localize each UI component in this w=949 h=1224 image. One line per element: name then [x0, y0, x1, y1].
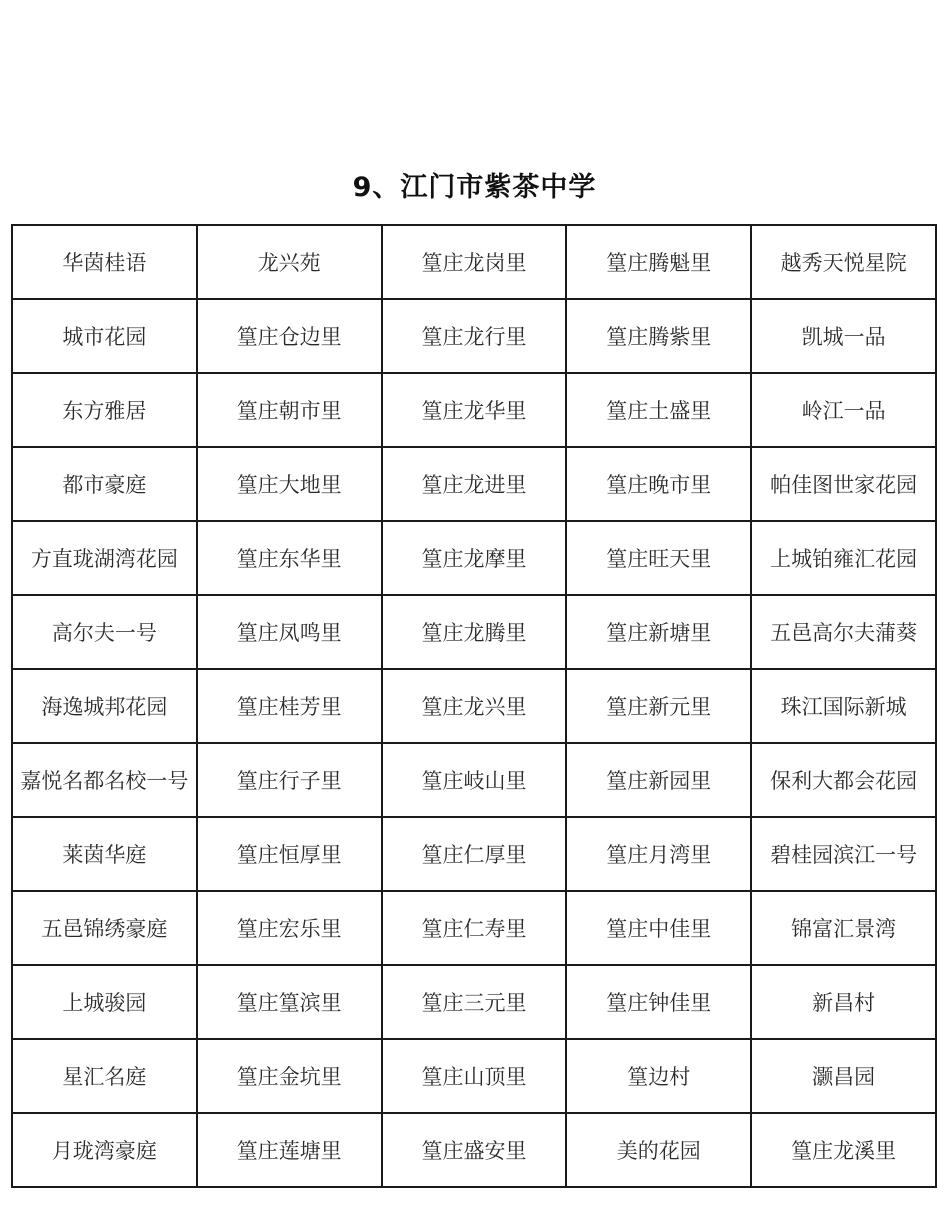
table-cell: 篁庄盛安里 — [382, 1113, 567, 1187]
table-row — [12, 595, 936, 669]
table-cell: 篁庄旺天里 — [566, 521, 751, 595]
estate-table — [11, 224, 937, 1188]
table-cell: 篁庄岐山里 — [382, 743, 567, 817]
estate-table-container — [11, 224, 937, 1188]
estate-table-body — [12, 225, 936, 1187]
table-cell: 华茵桂语 — [12, 225, 197, 299]
table-cell: 方直珑湖湾花园 — [12, 521, 197, 595]
table-cell: 篁庄桂芳里 — [197, 669, 382, 743]
table-cell: 篁庄东华里 — [197, 521, 382, 595]
table-cell: 莱茵华庭 — [12, 817, 197, 891]
table-cell: 篁庄大地里 — [197, 447, 382, 521]
table-cell: 龙兴苑 — [197, 225, 382, 299]
table-row — [12, 373, 936, 447]
table-cell: 篁庄龙进里 — [382, 447, 567, 521]
table-cell: 篁庄月湾里 — [566, 817, 751, 891]
table-row — [12, 1113, 936, 1187]
table-row — [12, 447, 936, 521]
table-cell: 篁庄金坑里 — [197, 1039, 382, 1113]
table-cell: 篁庄新塘里 — [566, 595, 751, 669]
table-cell: 篁庄朝市里 — [197, 373, 382, 447]
table-cell: 高尔夫一号 — [12, 595, 197, 669]
table-cell: 篁庄凤鸣里 — [197, 595, 382, 669]
table-cell: 五邑高尔夫蒲葵 — [751, 595, 936, 669]
table-row — [12, 299, 936, 373]
table-cell: 篁庄龙摩里 — [382, 521, 567, 595]
table-cell: 篁庄仁寿里 — [382, 891, 567, 965]
table-row — [12, 225, 936, 299]
page-title: 9、江门市紫茶中学 — [352, 172, 597, 203]
table-cell: 篁庄龙岗里 — [382, 225, 567, 299]
table-cell: 五邑锦绣豪庭 — [12, 891, 197, 965]
table-cell: 月珑湾豪庭 — [12, 1113, 197, 1187]
table-cell: 新昌村 — [751, 965, 936, 1039]
table-cell: 越秀天悦星院 — [751, 225, 936, 299]
table-cell: 碧桂园滨江一号 — [751, 817, 936, 891]
table-cell: 珠江国际新城 — [751, 669, 936, 743]
table-cell: 篁庄篁滨里 — [197, 965, 382, 1039]
table-cell: 篁庄晚市里 — [566, 447, 751, 521]
table-cell: 灏昌园 — [751, 1039, 936, 1113]
table-cell: 篁庄土盛里 — [566, 373, 751, 447]
table-cell: 篁庄新元里 — [566, 669, 751, 743]
table-cell: 篁庄腾魁里 — [566, 225, 751, 299]
table-cell: 篁庄龙腾里 — [382, 595, 567, 669]
table-cell: 篁庄恒厚里 — [197, 817, 382, 891]
table-row — [12, 669, 936, 743]
table-cell: 篁庄新园里 — [566, 743, 751, 817]
table-cell: 城市花园 — [12, 299, 197, 373]
table-row — [12, 743, 936, 817]
table-row — [12, 521, 936, 595]
table-row — [12, 965, 936, 1039]
table-cell: 篁庄龙溪里 — [751, 1113, 936, 1187]
table-cell: 岭江一品 — [751, 373, 936, 447]
table-cell: 美的花园 — [566, 1113, 751, 1187]
table-cell: 篁庄中佳里 — [566, 891, 751, 965]
table-row — [12, 817, 936, 891]
table-cell: 帕佳图世家花园 — [751, 447, 936, 521]
table-cell: 保利大都会花园 — [751, 743, 936, 817]
table-row — [12, 891, 936, 965]
table-cell: 锦富汇景湾 — [751, 891, 936, 965]
table-cell: 上城铂雍汇花园 — [751, 521, 936, 595]
table-cell: 东方雅居 — [12, 373, 197, 447]
table-cell: 篁庄仓边里 — [197, 299, 382, 373]
table-cell: 篁边村 — [566, 1039, 751, 1113]
table-cell: 篁庄钟佳里 — [566, 965, 751, 1039]
table-cell: 凯城一品 — [751, 299, 936, 373]
table-cell: 篁庄龙华里 — [382, 373, 567, 447]
table-cell: 篁庄三元里 — [382, 965, 567, 1039]
table-cell: 都市豪庭 — [12, 447, 197, 521]
table-cell: 海逸城邦花园 — [12, 669, 197, 743]
table-cell: 篁庄仁厚里 — [382, 817, 567, 891]
table-cell: 篁庄宏乐里 — [197, 891, 382, 965]
table-cell: 篁庄龙行里 — [382, 299, 567, 373]
table-cell: 上城骏园 — [12, 965, 197, 1039]
table-cell: 篁庄行子里 — [197, 743, 382, 817]
table-cell: 星汇名庭 — [12, 1039, 197, 1113]
table-cell: 篁庄龙兴里 — [382, 669, 567, 743]
table-cell: 篁庄腾紫里 — [566, 299, 751, 373]
table-cell: 篁庄莲塘里 — [197, 1113, 382, 1187]
table-row — [12, 1039, 936, 1113]
table-cell: 篁庄山顶里 — [382, 1039, 567, 1113]
table-cell: 嘉悦名都名校一号 — [12, 743, 197, 817]
